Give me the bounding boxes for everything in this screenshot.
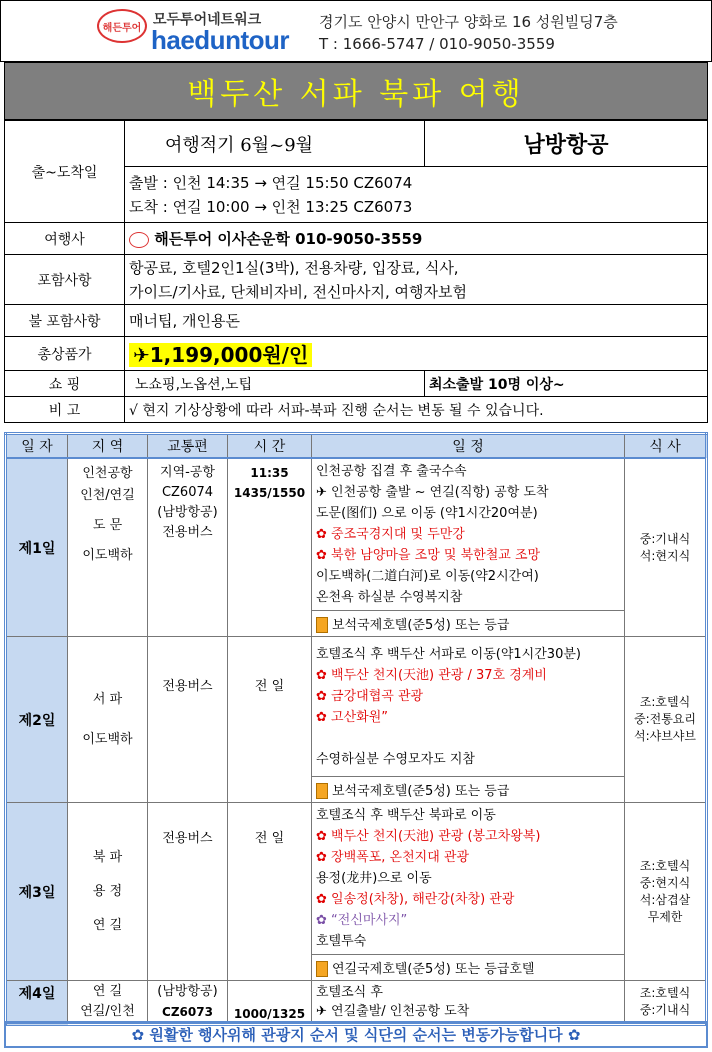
transport-line: CZ6073 <box>162 1005 213 1019</box>
schedule-line: 도문(图们) 으로 이동 (약1시간20여분) <box>316 506 538 521</box>
region-line: 이도백하 <box>82 731 133 747</box>
day-label: 제1일 <box>6 458 68 637</box>
schedule-line: 호텔조식 후 백두산 서파로 이동(약1시간30분) <box>316 646 581 662</box>
hotel-icon <box>316 961 328 977</box>
day-time: 전 일 <box>228 637 312 803</box>
day-transport: 전용버스 <box>148 803 228 981</box>
shopping-label: 쇼 핑 <box>5 371 125 397</box>
region-line: 용 정 <box>92 883 123 899</box>
schedule-line: ✿ 백두산 천지(天池) 관광 / 37호 경계비 <box>316 667 547 683</box>
schedule-line: 호텔투숙 <box>316 934 367 949</box>
flight-times <box>125 167 708 223</box>
meal-line: 조:호텔식 <box>639 695 691 709</box>
meal-line: 중:현지식 <box>639 875 691 890</box>
col-header-time: 시 간 <box>228 434 312 459</box>
transport-line: 전용버스 <box>162 525 213 540</box>
note-label: 비 고 <box>5 397 125 423</box>
schedule-line: ✿ 장백폭포, 온천지대 관광 <box>316 850 470 865</box>
price-cell <box>125 337 708 371</box>
meal-line: 석:샤브샤브 <box>633 729 696 743</box>
day-time <box>228 458 312 637</box>
schedule-line: ✿ 금강대협곡 관광 <box>316 688 424 704</box>
schedule-line: ✿ 일송정(차창), 해란강(차창) 관광 <box>316 892 515 907</box>
min-depart: 최소출발 10명 이상~ <box>425 371 708 397</box>
time-line: 1435/1550 <box>233 486 306 500</box>
include-line-2: 가이드/기사료, 단체비자비, 전신마사지, 여행자보험 <box>129 282 467 301</box>
day-time: 1000/1325 <box>228 981 312 1025</box>
price-value: ✈1,199,000원/인 <box>129 343 312 367</box>
schedule-line: 인천공항 집결 후 출국수속 <box>316 464 467 479</box>
hotel-name: 연길국제호텔(준5성) 또는 등급호텔 <box>332 961 535 977</box>
company-address: 경기도 안양시 만안구 양화로 16 성원빌딩7층 <box>319 13 618 31</box>
day-region <box>68 458 148 637</box>
schedule-blank-line <box>316 728 620 749</box>
meal-line: 석:현지식 <box>639 548 691 563</box>
include-value <box>125 255 708 305</box>
footer-notice: ✿ 원활한 행사위해 관광지 순서 및 식단의 순서는 변동가능합니다 ✿ <box>4 1021 708 1048</box>
schedule-line: ✿ 고산화원” <box>316 709 388 725</box>
region-line: 인천공항 <box>82 466 133 481</box>
hotel-name: 보석국제호텔(준5성) 또는 등급 <box>332 783 510 799</box>
include-line-1: 항공료, 호텔2인1실(3박), 전용차량, 입장료, 식사, <box>129 258 459 277</box>
arrive-flight: 도착 : 연길 10:00 → 인천 13:25 CZ6073 <box>129 197 413 216</box>
day-hotel <box>312 777 625 803</box>
schedule-line: ✿ 백두산 천지(天池) 관광 (봉고차왕복) <box>316 829 541 844</box>
transport-line: 지역-공항 <box>160 465 215 480</box>
region-line: 연길/인천 <box>80 1004 135 1019</box>
note-value: √ 현지 기상상황에 따라 서파-북파 진행 순서는 변동 될 수 있습니다. <box>125 397 708 423</box>
day-meals <box>625 637 707 803</box>
day-meals <box>625 803 707 981</box>
product-info-table <box>4 120 708 423</box>
region-line: 도 문 <box>92 518 123 533</box>
exclude-value: 매너팁, 개인용돈 <box>125 305 708 337</box>
transport-line: CZ6074 <box>161 485 214 500</box>
hotel-icon <box>316 617 328 633</box>
day-region <box>68 637 148 803</box>
day-meals <box>625 458 707 637</box>
meal-line: 중:기내식 <box>639 531 691 546</box>
schedule-line: ✈ 연길출발/ 인천공항 도착 <box>316 1004 470 1019</box>
season: 여행적기 6월~9월 <box>125 121 425 167</box>
schedule-line: ✿ “전신마사지” <box>316 913 408 928</box>
itinerary-table <box>4 432 708 1026</box>
schedule-line: 용정(龙井)으로 이동 <box>316 871 432 886</box>
company-logo <box>97 9 147 43</box>
hotel-name: 보석국제호텔(준5성) 또는 등급 <box>332 617 510 633</box>
depart-flight: 출발 : 인천 14:35 → 연길 15:50 CZ6074 <box>129 173 413 192</box>
exclude-label: 불 포함사항 <box>5 305 125 337</box>
col-header-schedule: 일 정 <box>312 434 625 459</box>
airline: 남방항공 <box>425 121 708 167</box>
day-schedule <box>312 981 625 1025</box>
day-schedule <box>312 803 625 955</box>
day-transport <box>148 458 228 637</box>
header <box>0 0 712 62</box>
day-time: 전 일 <box>228 803 312 981</box>
page-title: 백두산 서파 북파 여행 <box>4 62 708 120</box>
day-region <box>68 981 148 1025</box>
hotel-icon <box>316 783 328 799</box>
schedule-line: 온천욕 하실분 수영복지참 <box>316 590 463 605</box>
schedule-line: 이도백하(二道白河)로 이동(약2시간여) <box>316 569 539 584</box>
col-header-day: 일 자 <box>6 434 68 459</box>
time-line: 11:35 <box>250 466 289 480</box>
meal-line: 조:호텔식 <box>639 858 691 873</box>
meal-line: 중:기내식 <box>639 1003 691 1017</box>
company-name-kr: 모두투어네트워크 <box>153 12 262 28</box>
schedule-line: ✿ 북한 남양마을 조망 및 북한철교 조망 <box>316 548 541 563</box>
schedule-line: 수영하실분 수영모자도 지참 <box>316 751 475 767</box>
day-transport <box>148 981 228 1025</box>
company-phone: T : 1666-5747 / 010-9050-3559 <box>319 35 555 53</box>
shopping-value: 노쇼핑,노옵션,노팁 <box>125 371 425 397</box>
arrival-label: 출~도착일 <box>5 121 125 223</box>
company-name-en: haeduntour <box>151 25 289 55</box>
agency-logo-icon <box>129 232 149 248</box>
col-header-transport: 교통편 <box>148 434 228 459</box>
col-header-meals: 식 사 <box>625 434 707 459</box>
region-line: 이도백하 <box>82 548 133 563</box>
schedule-line: ✿ 중조국경지대 및 두만강 <box>316 527 465 542</box>
day-hotel <box>312 611 625 637</box>
region-line: 인천/연길 <box>80 488 135 503</box>
region-line: 북 파 <box>92 849 123 865</box>
day-schedule <box>312 458 625 611</box>
meal-line: 무제한 <box>647 909 683 924</box>
day-region <box>68 803 148 981</box>
day-transport: 전용버스 <box>148 637 228 803</box>
schedule-line: 호텔조식 후 백두산 북파로 이동 <box>316 808 496 823</box>
day-meals <box>625 981 707 1025</box>
col-header-region: 지 역 <box>68 434 148 459</box>
logo-badge-text: 해든투어 <box>102 22 142 34</box>
day-hotel <box>312 955 625 981</box>
transport-line: (남방항공) <box>157 505 218 520</box>
day-label: 제4일 <box>6 981 68 1025</box>
region-line: 연 길 <box>92 984 123 999</box>
region-line: 서 파 <box>92 691 123 707</box>
agency-value <box>125 223 708 255</box>
region-line: 연 길 <box>92 917 123 933</box>
agency-text: 해든투어 이사손운학 010-9050-3559 <box>154 230 423 248</box>
agency-label: 여행사 <box>5 223 125 255</box>
meal-line: 중:전통요리 <box>633 712 696 726</box>
schedule-line: 호텔조식 후 <box>316 985 383 1000</box>
meal-line: 석:삼겹살 <box>639 892 691 907</box>
day-label: 제3일 <box>6 803 68 981</box>
schedule-line: ✈ 인천공항 출발 ~ 연길(직항) 공항 도착 <box>316 485 549 500</box>
include-label: 포함사항 <box>5 255 125 305</box>
meal-line: 조:호텔식 <box>639 986 691 1000</box>
day-schedule <box>312 637 625 777</box>
price-label: 총상품가 <box>5 337 125 371</box>
transport-line: (남방항공) <box>157 984 218 999</box>
day-label: 제2일 <box>6 637 68 803</box>
